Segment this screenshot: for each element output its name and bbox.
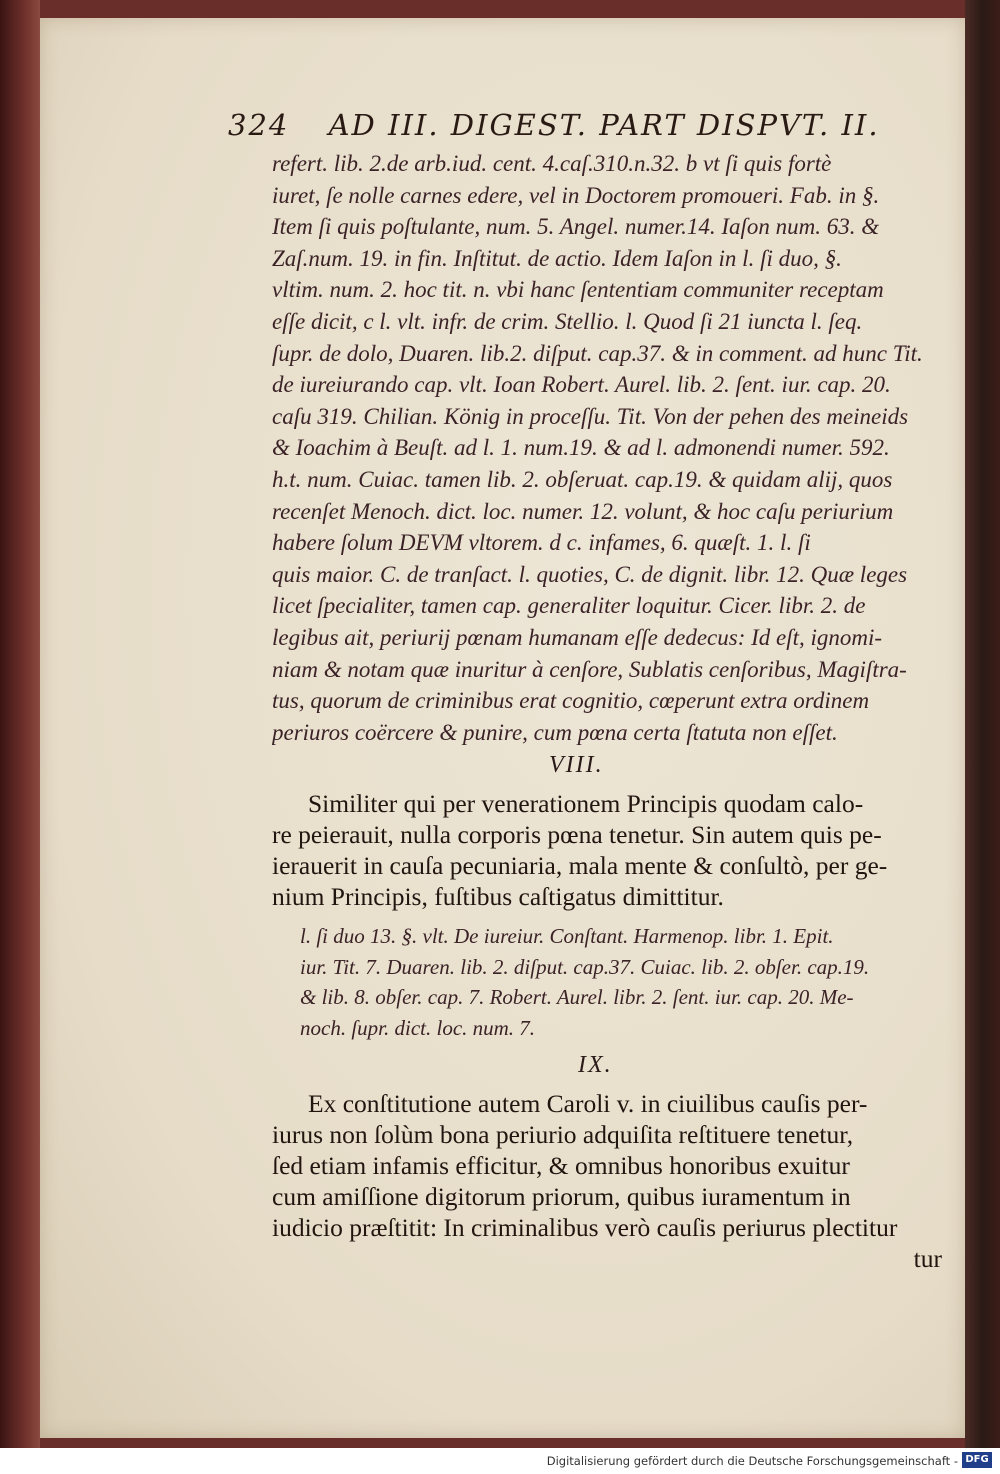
section-viii-citations (300, 921, 960, 1043)
body-line: iurus non ſolùm bona periurio adquiſita reſtituere tenetur, (272, 1120, 854, 1149)
dfg-logo: DFG (962, 1452, 992, 1468)
body-line: iudicio præſtitit: In criminalibus verò cauſis periurus plectitur (272, 1213, 898, 1242)
section-number-viii: VIII. (549, 752, 604, 778)
note-line: refert. lib. 2.de arb.iud. cent. 4.caſ.310.n.32. b vt ſi quis fortè (272, 151, 832, 176)
note-line: recenſet Menoch. dict. loc. numer. 12. volunt, & hoc caſu periurium (272, 498, 894, 524)
note-line: caſu 319. Chilian. König in proceſſu. Tit. Von der pehen des meineids (272, 403, 909, 429)
section-viii-text (272, 788, 952, 912)
marginal-notes (272, 148, 952, 748)
note-line: Item ſi quis poſtulante, num. 5. Angel. numer.14. Iaſon num. 63. & (272, 214, 880, 240)
running-head (228, 108, 880, 148)
note-line: de iureiurando cap. vlt. Ioan Robert. Aurel. lib. 2. ſent. iur. cap. 20. (272, 372, 891, 398)
note-line: eſſe dicit, c l. vlt. infr. de crim. Stellio. l. Quod ſi 21 iuncta l. ſeq. (272, 308, 863, 334)
note-line: ſupr. de dolo, Duaren. lib.2. diſput. cap.37. & in comment. ad hunc Tit. (272, 340, 923, 366)
note-line: licet ſpecialiter, tamen cap. generaliter loquitur. Cicer. libr. 2. de (272, 593, 866, 619)
page-number: 324 (228, 108, 290, 142)
binding-edge (0, 0, 40, 1448)
body-line: re peierauit, nulla corporis pœna tenetur. Sin autem quis pe- (272, 820, 882, 849)
note-line: legibus ait, periurij pœnam humanam eſſe dedecus: Id eſt, ignomi- (272, 624, 883, 650)
note-line: tus, quorum de criminibus erat cognitio, cœperunt extra ordinem (272, 688, 870, 714)
note-line: & Ioachim à Beuſt. ad l. 1. num.19. & ad l. admonendi numer. 592. (272, 435, 890, 461)
citation-line: l. ſi duo 13. §. vlt. De iureiur. Conſtant. Harmenop. libr. 1. Epit. (300, 924, 834, 948)
body-line: Similiter qui per venerationem Principis quodam calo- (308, 789, 864, 818)
note-line: Zaſ.num. 19. in fin. Inſtitut. de actio. Idem Iaſon in l. ſi duo, §. (272, 245, 842, 271)
citation-line: noch. ſupr. dict. loc. num. 7. (300, 1015, 536, 1040)
page-edge-right (965, 0, 1000, 1448)
running-title: AD III. DIGEST. PART DISPVT. II. (328, 108, 880, 142)
footer-text: Digitalisierung gefördert durch die Deutsche Forschungsgemeinschaft - (546, 1454, 958, 1468)
note-line: h.t. num. Cuiac. tamen lib. 2. obſeruat. cap.19. & quidam alij, quos (272, 466, 893, 492)
body-line: ſed etiam infamis efficitur, & omnibus honoribus exuitur (272, 1151, 850, 1180)
note-line: periuros coërcere & punire, cum pœna certa ſtatuta non eſſet. (272, 719, 838, 745)
note-line: niam & notam quæ inuritur à cenſore, Sublatis cenſoribus, Magiſtra- (272, 656, 907, 682)
catchword: tur (913, 1244, 942, 1273)
note-line: quis maior. C. de tranſact. l. quoties, C. de dignit. libr. 12. Quæ leges (272, 561, 908, 587)
body-line: cum amiſſione digitorum priorum, quibus iuramentum in (272, 1182, 851, 1211)
body-line: nium Principis, fuſtibus caſtigatus dimittitur. (272, 882, 724, 911)
note-line: vltim. num. 2. hoc tit. n. vbi hanc ſententiam communiter receptam (272, 277, 884, 303)
citation-line: & lib. 8. obſer. cap. 7. Robert. Aurel. libr. 2. ſent. iur. cap. 20. Me- (300, 985, 854, 1009)
citation-line: iur. Tit. 7. Duaren. lib. 2. diſput. cap.37. Cuiac. lib. 2. obſer. cap.19. (300, 954, 870, 979)
note-line: habere ſolum DEVM vltorem. d c. infames, 6. quæſt. 1. l. ſi (272, 530, 811, 556)
dfg-footer (0, 1448, 1000, 1474)
section-ix-text (272, 1088, 952, 1274)
body-line: Ex conſtitutione autem Caroli v. in ciuilibus cauſis per- (308, 1089, 868, 1118)
note-line: iuret, ſe nolle carnes edere, vel in Doctorem promoueri. Fab. in §. (272, 182, 880, 208)
body-line: ierauerit in cauſa pecuniaria, mala mente & conſultò, per ge- (272, 851, 888, 880)
section-number-ix: IX. (578, 1052, 613, 1078)
